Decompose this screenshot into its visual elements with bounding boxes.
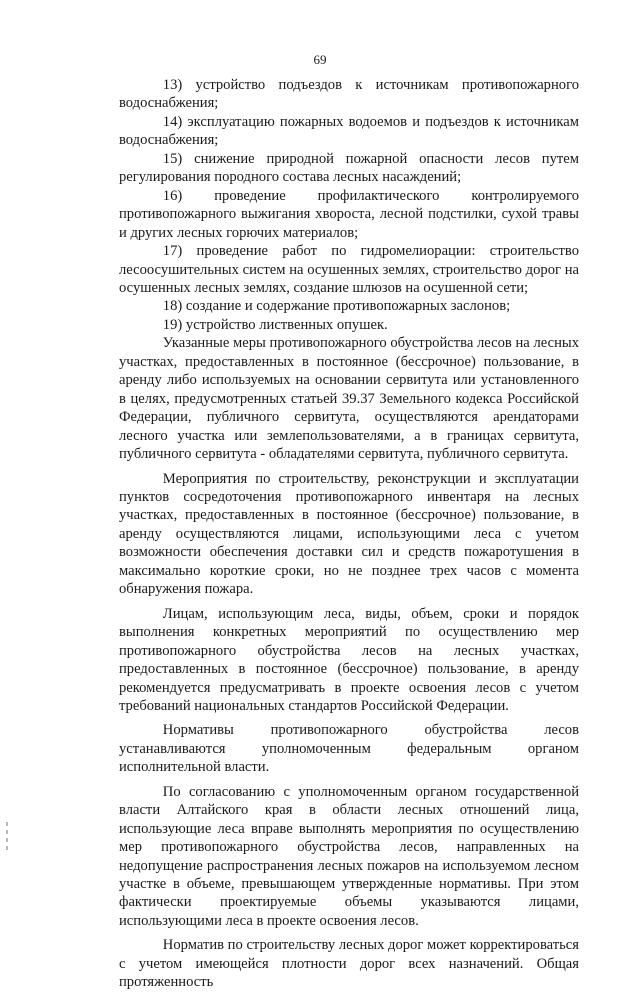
paragraph-forest-users: Лицам, использующим леса, виды, объем, сроки и порядок выполнения конкретных мероприятий по осуществлению мер противопожарного обустройства лесов на лесных участках, предоставленных в постоянное (бессрочное) пользование, в аренду рекомендуется предусматривать в проекте освоения лесов с учетом требований национальных стандартов Российской Федерации.: [119, 605, 579, 714]
paragraph-fire-measures: Указанные меры противопожарного обустройства лесов на лесных участках, предоставленных в постоянное (бессрочное) пользование, в аренду либо используемых на основании сервитута или установленного в целях, предусмотренных статьей 39.37 Земельного кодекса Российской Федерации, публичного сервитута, осуществляются арендаторами лесного участка или землепользователями, а в границах сервитута, публичного сервитута - обладателями сервитута, публичного сервитута.: [119, 335, 579, 463]
list-item-16: 16) проведение профилактического контролируемого противопожарного выжигания хвороста, лесной подстилки, сухой травы и других лесных горючих материалов;: [119, 187, 579, 241]
document-body: [119, 76, 579, 992]
paragraph-road-norms: Норматив по строительству лесных дорог может корректироваться с учетом имеющейся плотности дорог всех назначений. Общая протяженность: [119, 937, 579, 991]
list-item-13: 13) устройство подъездов к источникам противопожарного водоснабжения;: [119, 77, 579, 112]
list-item-18: 18) создание и содержание противопожарных заслонов;: [162, 298, 511, 315]
paragraph-agreement: По согласованию с уполномоченным органом государственной власти Алтайского края в области лесных отношений лица, использующие леса вправе выполнять мероприятия по осуществлению мер противопожарного обустройства лесов, направленных на недопущение распространения лесных пожаров на используемом лесном участке в объеме, превышающем утвержденные нормативы. При этом фактически проектируемые объемы указываются лицами, использующими леса в проекте освоения лесов.: [119, 783, 579, 929]
scan-margin-marks: [4, 822, 10, 854]
page-number: 69: [313, 52, 327, 67]
paragraph-inventory-points: Мероприятия по строительству, реконструкции и эксплуатации пунктов сосредоточения противопожарного инвентаря на лесных участках, предоставленных в постоянное (бессрочное) пользование, в аренду осуществляются лицами, использующими леса с учетом возможности обеспечения доставки сил и средств пожаротушения в максимально короткие сроки, но не позднее трех часов с момента обнаружения пожара.: [119, 470, 579, 598]
paragraph-norms: Нормативы противопожарного обустройства лесов устанавливаются уполномоченным федеральным органом исполнительной власти.: [119, 722, 579, 776]
list-item-14: 14) эксплуатацию пожарных водоемов и подъездов к источникам водоснабжения;: [119, 113, 579, 149]
list-item-17: 17) проведение работ по гидромелиорации: строительство лесоосушительных систем на осушенных землях, строительство дорог на осушенных лесных землях, создание шлюзов на осушенной сети;: [119, 243, 579, 296]
list-item-15: 15) снижение природной пожарной опасности лесов путем регулирования породного состава лесных насаждений;: [119, 150, 579, 186]
list-item-19: 19) устройство лиственных опушек.: [162, 316, 388, 333]
